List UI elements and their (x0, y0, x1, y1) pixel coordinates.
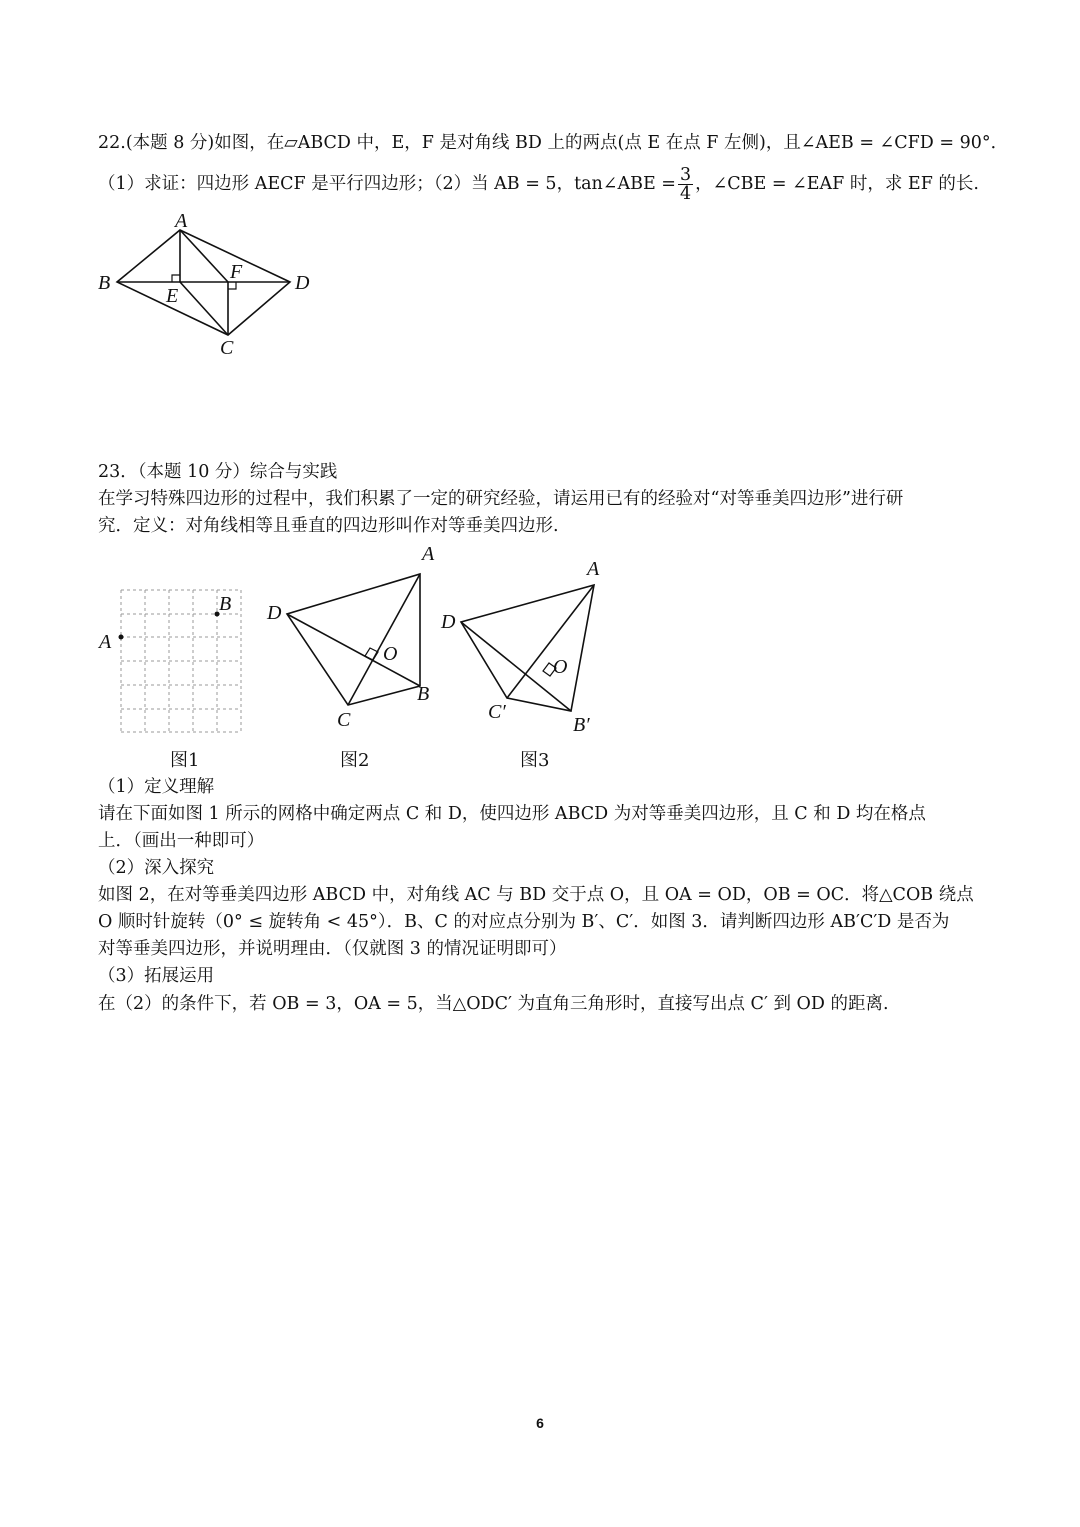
fraction-numerator: 3 (679, 165, 692, 185)
part2-line3: 对等垂美四边形，并说明理由．（仅就图 3 的情况证明即可） (98, 939, 567, 959)
part2-line1: 如图 2，在对等垂美四边形 ABCD 中，对角线 AC 与 BD 交于点 O，且 OA = OD，OB = OC．将△COB 绕点 (98, 885, 974, 905)
fig3-label-a: A (587, 558, 600, 580)
q23-title: 23．（本题 10 分）综合与实践 (98, 462, 338, 482)
q22-line1: 22.(本题 8 分)如图，在▱ABCD 中，E，F 是对角线 BD 上的两点(点 E 在点 F 左侧)，且∠AEB = ∠CFD = 90°． (98, 133, 1009, 153)
fig2-caption: 图2 (340, 750, 370, 771)
fig1-label-a: A (99, 631, 112, 653)
fig2-label-o: O (383, 643, 398, 665)
label-d: D (295, 272, 310, 294)
label-a: A (175, 210, 188, 232)
label-e: E (166, 285, 179, 307)
part2-title: （2）深入探究 (98, 858, 215, 878)
part3-line1: 在（2）的条件下，若 OB = 3，OA = 5，当△ODC′ 为直角三角形时，直接写出点 C′ 到 OD 的距离. (98, 994, 889, 1014)
part3-title: （3）拓展运用 (98, 966, 215, 986)
fig3-caption: 图3 (520, 750, 550, 771)
part1-title: （1）定义理解 (98, 777, 215, 797)
part1-line1: 请在下面如图 1 所示的网格中确定两点 C 和 D，使四边形 ABCD 为对等垂美四边形，且 C 和 D 均在格点 (98, 804, 926, 824)
q23-intro2: 究．定义：对角线相等且垂直的四边形叫作对等垂美四边形. (98, 516, 559, 536)
fraction-denominator: 4 (679, 184, 692, 204)
fig3-label-d: D (441, 611, 456, 633)
q22-line2-b: ，∠CBE = ∠EAF 时，求 EF 的长. (695, 174, 979, 194)
part1-line2: 上．（画出一种即可） (98, 831, 265, 851)
fig1-label-b: B (219, 593, 232, 615)
fig1-caption: 图1 (170, 750, 200, 771)
fig3-diagonal-ac (507, 585, 594, 698)
fig3-label-b: B′ (573, 714, 590, 736)
page-number: 6 (536, 1415, 544, 1431)
q23-intro1: 在学习特殊四边形的过程中，我们积累了一定的研究经验，请运用已有的经验对“对等垂美四边形”进行研 (98, 489, 904, 509)
fig2-label-c: C (337, 709, 351, 731)
label-b: B (98, 272, 111, 294)
part2-line2: O 顺时针旋转（0° ≤ 旋转角 < 45°）．B、C 的对应点分别为 B′、C′．如图 3．请判断四边形 AB′C′D 是否为 (98, 912, 950, 932)
q22-line2-a: （1）求证：四边形 AECF 是平行四边形；（2）当 AB = 5，tan∠ABE = (98, 174, 676, 194)
fig2-label-b: B (417, 683, 430, 705)
label-f: F (230, 261, 243, 283)
fig3-label-c: C′ (488, 701, 506, 723)
fig2-label-a: A (422, 543, 435, 565)
fig3-label-o: O (553, 656, 568, 678)
label-c: C (220, 337, 234, 359)
fig3-quad (461, 585, 594, 711)
fig2-label-d: D (267, 602, 282, 624)
